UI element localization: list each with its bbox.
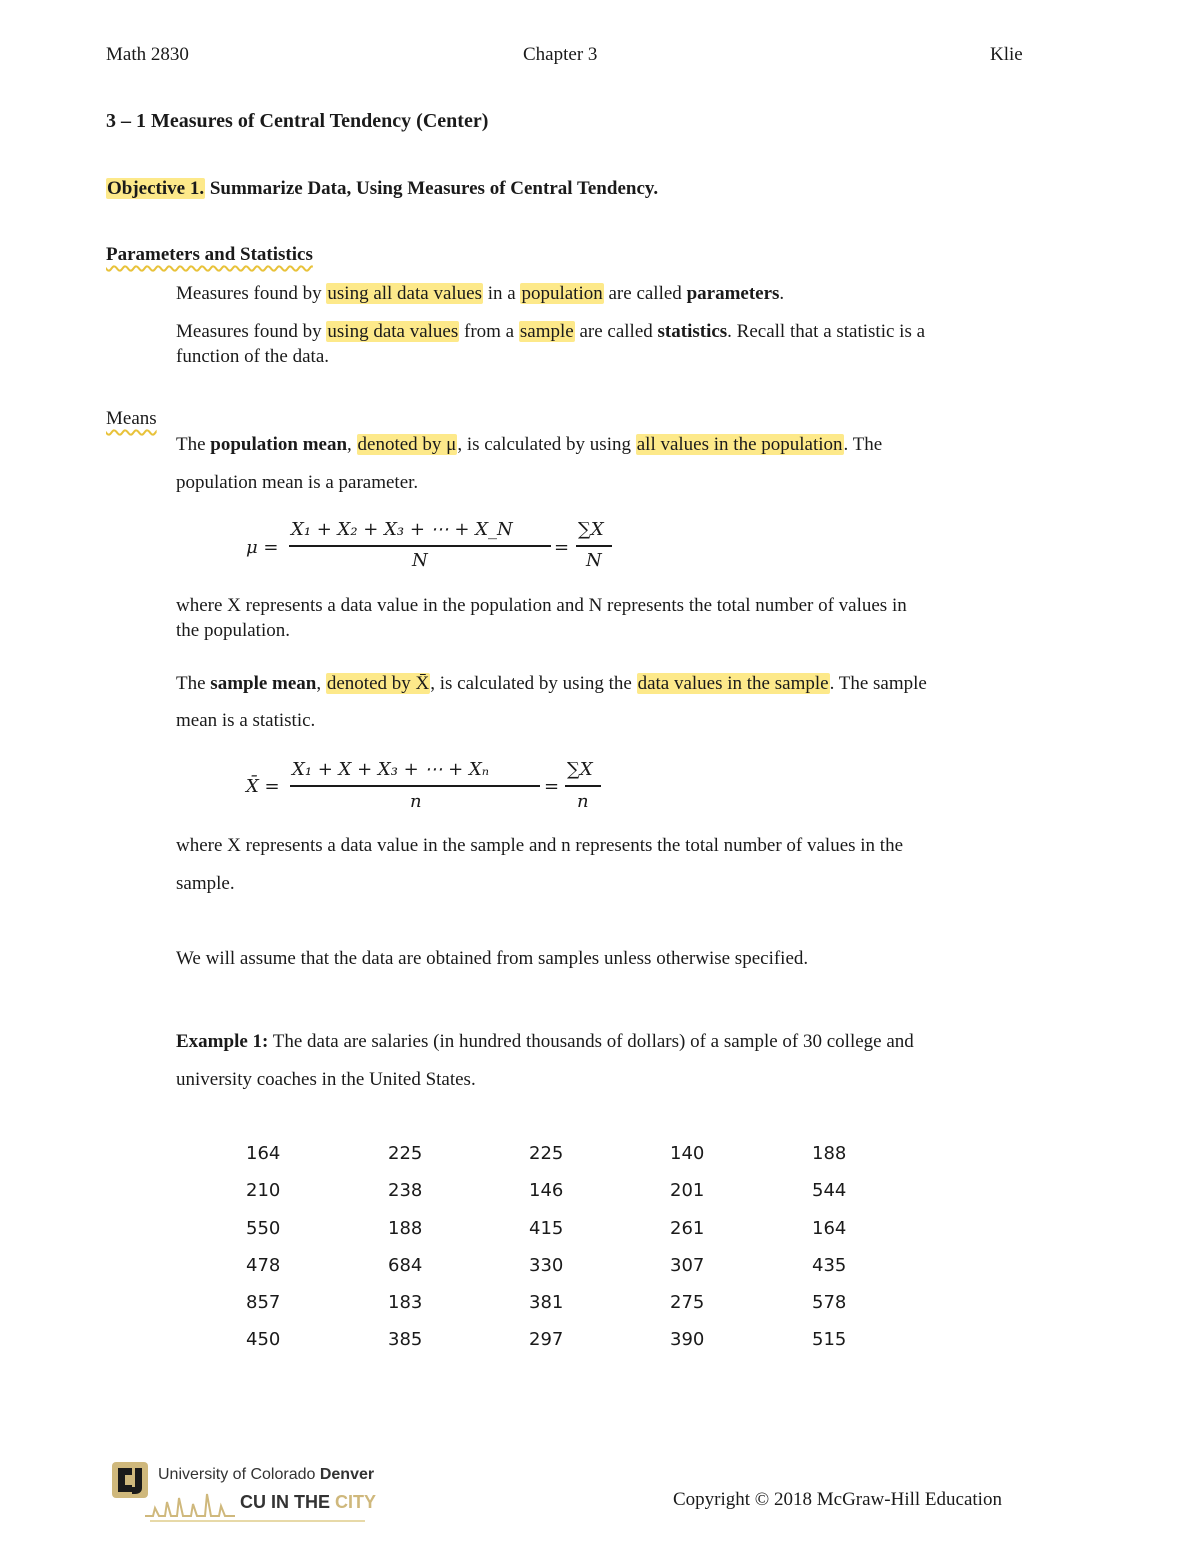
table-cell: 515	[812, 1329, 847, 1350]
formula1-numerator: X₁ + X₂ + X₃ + ⋯ + X_N	[291, 519, 513, 540]
table-cell: 381	[529, 1292, 564, 1313]
text-run: CITY	[335, 1492, 377, 1512]
params-line-1	[176, 283, 784, 305]
table-cell: 307	[670, 1255, 705, 1276]
objective-label: Objective 1.	[107, 178, 205, 199]
formula2-sum-denominator: n	[577, 791, 589, 812]
table-cell: 210	[246, 1180, 281, 1201]
copyright: Copyright © 2018 McGraw-Hill Education	[673, 1489, 1002, 1510]
example-1-line-2: university coaches in the United States.	[176, 1069, 476, 1090]
table-cell: 225	[529, 1143, 564, 1164]
formula2-denominator: n	[410, 791, 422, 812]
formula1-sum-denominator: N	[586, 550, 602, 571]
params-line-3: function of the data.	[176, 346, 330, 367]
formula1-lhs: μ =	[246, 537, 279, 558]
university-name	[158, 1466, 374, 1484]
cu-logo-icon	[110, 1460, 150, 1500]
table-cell: 275	[670, 1292, 705, 1313]
params-line-2	[176, 321, 925, 343]
formula2-equals: =	[544, 776, 560, 797]
table-cell: 450	[246, 1329, 281, 1350]
table-cell: 140	[670, 1143, 705, 1164]
highlight-run: sample	[519, 321, 574, 342]
text-run: Measures found by	[176, 321, 327, 342]
table-cell: 478	[246, 1255, 281, 1276]
example-label: Example 1:	[176, 1031, 269, 1052]
text-run: in a	[483, 283, 521, 304]
formula1-sum-numerator: ∑X	[578, 519, 604, 540]
population-mean-line-2: population mean is a parameter.	[176, 472, 419, 493]
text-run: The	[176, 673, 211, 694]
table-cell: 201	[670, 1180, 705, 1201]
highlight-run: using data values	[327, 321, 459, 342]
table-cell: 857	[246, 1292, 281, 1313]
formula2-lhs: X̄ =	[246, 776, 280, 797]
highlight-run: data values in the sample	[637, 673, 829, 694]
table-cell: 578	[812, 1292, 847, 1313]
skyline-icon	[145, 1490, 235, 1520]
population-mean-line	[176, 434, 882, 456]
table-cell: 164	[812, 1218, 847, 1239]
formula1-equals: =	[554, 537, 570, 558]
bold-run: parameters	[686, 283, 780, 304]
table-cell: 385	[388, 1329, 423, 1350]
table-cell: 225	[388, 1143, 423, 1164]
text-run: University of Colorado	[158, 1466, 320, 1483]
formula2-fraction-bar	[290, 785, 540, 787]
text-run: Measures found by	[176, 283, 327, 304]
table-cell: 390	[670, 1329, 705, 1350]
formula1-fraction-bar	[289, 545, 551, 547]
where-population-line-1: where X represents a data value in the population and N represents the total number of values in	[176, 595, 907, 616]
highlight-run: using all data values	[327, 283, 482, 304]
highlight-run: population	[521, 283, 603, 304]
example-text: The data are salaries (in hundred thousands of dollars) of a sample of 30 college and	[268, 1031, 914, 1052]
text-run: . The sample	[829, 673, 927, 694]
table-cell: 330	[529, 1255, 564, 1276]
table-cell: 188	[388, 1218, 423, 1239]
text-run: .	[779, 283, 785, 304]
text-run: CU IN THE	[240, 1492, 336, 1512]
where-sample-line-1: where X represents a data value in the sample and n represents the total number of values in the	[176, 835, 904, 856]
bold-run: sample mean	[210, 673, 317, 694]
table-cell: 550	[246, 1218, 281, 1239]
table-cell: 164	[246, 1143, 281, 1164]
sample-mean-line	[176, 673, 927, 695]
table-cell: 435	[812, 1255, 847, 1276]
bold-run: Denver	[319, 1466, 375, 1483]
header-course: Math 2830	[106, 44, 189, 65]
table-cell: 238	[388, 1180, 423, 1201]
table-cell: 146	[529, 1180, 564, 1201]
table-cell: 261	[670, 1218, 705, 1239]
table-cell: 188	[812, 1143, 847, 1164]
objective-text: Summarize Data, Using Measures of Central Tendency.	[209, 178, 659, 199]
section-title: 3 – 1 Measures of Central Tendency (Center)	[106, 110, 489, 132]
text-run: ,	[347, 434, 357, 455]
table-cell: 415	[529, 1218, 564, 1239]
highlight-run: denoted by μ	[357, 434, 457, 455]
text-run: are called	[574, 321, 658, 342]
objective-line	[106, 178, 658, 200]
text-run: The	[176, 434, 211, 455]
example-1-line	[176, 1031, 914, 1053]
sample-mean-line-2: mean is a statistic.	[176, 710, 316, 731]
where-sample-line-2: sample.	[176, 873, 235, 894]
bold-run: statistics	[657, 321, 728, 342]
highlight-run: all values in the population	[636, 434, 843, 455]
assumption-line: We will assume that the data are obtained from samples unless otherwise specified.	[176, 948, 809, 969]
params-heading: Parameters and Statistics	[106, 244, 313, 265]
bold-run: population mean	[210, 434, 348, 455]
table-cell: 684	[388, 1255, 423, 1276]
text-run: , is calculated by using the	[430, 673, 637, 694]
text-run: from a	[459, 321, 519, 342]
table-cell: 297	[529, 1329, 564, 1350]
means-heading: Means	[106, 408, 157, 429]
table-cell: 183	[388, 1292, 423, 1313]
text-run: , is calculated by using	[457, 434, 636, 455]
text-run: are called	[603, 283, 687, 304]
text-run: ,	[316, 673, 326, 694]
text-run: . Recall that a statistic is a	[727, 321, 926, 342]
formula1-sum-fraction-bar	[576, 545, 612, 547]
cu-in-the-city-tagline	[240, 1492, 376, 1513]
footer-underline	[150, 1520, 365, 1522]
formula1-denominator: N	[412, 550, 428, 571]
formula2-sum-fraction-bar	[565, 785, 601, 787]
text-run: . The	[843, 434, 883, 455]
highlight-run: denoted by X̄	[326, 673, 430, 694]
table-cell: 544	[812, 1180, 847, 1201]
where-population-line-2: the population.	[176, 620, 290, 641]
formula2-sum-numerator: ∑X	[567, 759, 593, 780]
header-chapter: Chapter 3	[523, 44, 598, 65]
header-author: Klie	[990, 44, 1023, 65]
formula2-numerator: X₁ + X + X₃ + ⋯ + Xₙ	[292, 759, 490, 780]
